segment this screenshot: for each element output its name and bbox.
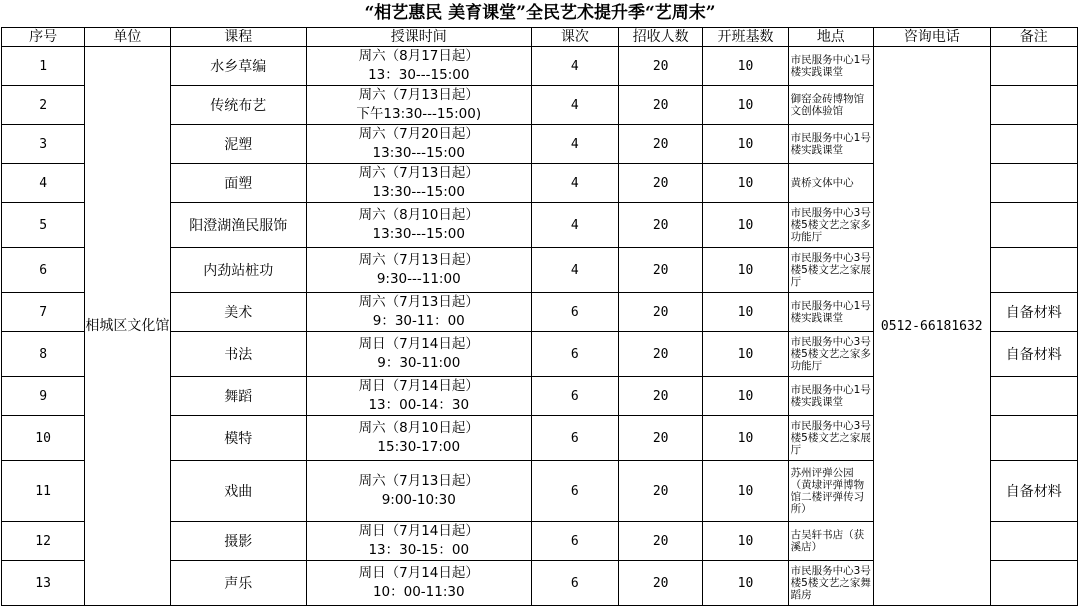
- note-cell: [990, 561, 1077, 606]
- time-cell: [306, 461, 531, 522]
- place-cell: 黄桥文体中心: [788, 164, 873, 203]
- header-cell: 咨询电话: [873, 28, 990, 47]
- time-start: 周日（7月14日起）: [358, 336, 479, 352]
- sessions-cell: 4: [531, 125, 618, 164]
- sessions-cell: 4: [531, 248, 618, 293]
- note-cell: 自备材料: [990, 332, 1077, 377]
- place-cell: 市民服务中心1号楼实践课堂: [788, 125, 873, 164]
- base-cell: 10: [703, 125, 788, 164]
- note-cell: [990, 164, 1077, 203]
- sessions-cell: 4: [531, 47, 618, 86]
- place-cell: 市民服务中心1号楼实践课堂: [788, 293, 873, 332]
- seq-cell: 2: [2, 86, 85, 125]
- enroll-cell: 20: [619, 293, 703, 332]
- course-cell: 传统布艺: [170, 86, 306, 125]
- note-cell: 自备材料: [990, 293, 1077, 332]
- page-title: “相艺惠民 美育课堂”全民艺术提升季“艺周末”: [364, 3, 716, 23]
- header-cell: 课程: [170, 28, 306, 47]
- phone-cell: 0512-66181632: [873, 47, 990, 606]
- time-range: 13：30---15:00: [368, 67, 470, 83]
- course-cell: 声乐: [170, 561, 306, 606]
- time-cell: [306, 164, 531, 203]
- enroll-cell: 20: [619, 461, 703, 522]
- seq-cell: 13: [2, 561, 85, 606]
- sessions-cell: 6: [531, 293, 618, 332]
- seq-cell: 6: [2, 248, 85, 293]
- note-cell: [990, 125, 1077, 164]
- time-range: 9：30-11：00: [372, 313, 465, 329]
- time-start: 周日（7月14日起）: [358, 523, 479, 539]
- base-cell: 10: [703, 377, 788, 416]
- time-cell: [306, 125, 531, 164]
- time-start: 周六（7月13日起）: [358, 294, 479, 310]
- base-cell: 10: [703, 47, 788, 86]
- seq-cell: 7: [2, 293, 85, 332]
- time-range: 13:30---15:00: [372, 184, 465, 200]
- place-cell: 苏州评弹公园（黄埭评弹博物馆二楼评弹传习所）: [788, 461, 873, 522]
- unit-cell: 相城区文化馆: [85, 47, 170, 606]
- sessions-cell: 4: [531, 164, 618, 203]
- course-cell: 阳澄湖渔民服饰: [170, 203, 306, 248]
- sessions-cell: 6: [531, 522, 618, 561]
- header-cell: 课次: [531, 28, 618, 47]
- time-cell: [306, 561, 531, 606]
- course-cell: 书法: [170, 332, 306, 377]
- enroll-cell: 20: [619, 561, 703, 606]
- enroll-cell: 20: [619, 377, 703, 416]
- time-range: 13：30-15：00: [368, 542, 470, 558]
- note-cell: [990, 377, 1077, 416]
- place-cell: 市民服务中心3号楼5楼文艺之家多功能厅: [788, 332, 873, 377]
- course-cell: 美术: [170, 293, 306, 332]
- seq-cell: 11: [2, 461, 85, 522]
- time-range: 13:30---15:00: [372, 226, 465, 242]
- course-cell: 摄影: [170, 522, 306, 561]
- enroll-cell: 20: [619, 203, 703, 248]
- base-cell: 10: [703, 461, 788, 522]
- header-row: [2, 28, 1078, 47]
- enroll-cell: 20: [619, 125, 703, 164]
- note-cell: [990, 522, 1077, 561]
- enroll-cell: 20: [619, 416, 703, 461]
- place-cell: 古吴轩书店（获溪店）: [788, 522, 873, 561]
- place-cell: 市民服务中心3号楼5楼文艺之家展厅: [788, 416, 873, 461]
- time-cell: [306, 248, 531, 293]
- course-cell: 水乡草编: [170, 47, 306, 86]
- time-cell: [306, 377, 531, 416]
- course-cell: 模特: [170, 416, 306, 461]
- table-body: [2, 47, 1078, 606]
- course-cell: 内劲站桩功: [170, 248, 306, 293]
- base-cell: 10: [703, 332, 788, 377]
- sessions-cell: 6: [531, 416, 618, 461]
- time-start: 周六（7月20日起）: [358, 126, 479, 142]
- time-cell: [306, 332, 531, 377]
- time-start: 周六（7月13日起）: [358, 165, 479, 181]
- time-start: 周日（7月14日起）: [358, 378, 479, 394]
- sessions-cell: 6: [531, 377, 618, 416]
- note-cell: [990, 47, 1077, 86]
- time-cell: [306, 47, 531, 86]
- time-range: 13：00-14：30: [368, 397, 470, 413]
- time-range: 13:30---15:00: [372, 145, 465, 161]
- header-cell: 序号: [2, 28, 85, 47]
- time-cell: [306, 203, 531, 248]
- base-cell: 10: [703, 522, 788, 561]
- place-cell: 市民服务中心3号楼5楼文艺之家舞蹈房: [788, 561, 873, 606]
- course-cell: 泥塑: [170, 125, 306, 164]
- table-row: [2, 47, 1078, 86]
- enroll-cell: 20: [619, 248, 703, 293]
- note-cell: [990, 203, 1077, 248]
- seq-cell: 9: [2, 377, 85, 416]
- time-range: 15:30-17:00: [377, 439, 461, 455]
- seq-cell: 4: [2, 164, 85, 203]
- place-cell: 市民服务中心3号楼5楼文艺之家展厅: [788, 248, 873, 293]
- course-table: [1, 27, 1078, 606]
- time-range: 9:00-10:30: [381, 492, 456, 508]
- time-range: 10：00-11:30: [372, 584, 465, 600]
- course-cell: 面塑: [170, 164, 306, 203]
- base-cell: 10: [703, 86, 788, 125]
- base-cell: 10: [703, 203, 788, 248]
- enroll-cell: 20: [619, 332, 703, 377]
- sessions-cell: 4: [531, 203, 618, 248]
- time-start: 周六（7月13日起）: [358, 87, 479, 103]
- seq-cell: 10: [2, 416, 85, 461]
- time-start: 周六（7月13日起）: [358, 473, 479, 489]
- base-cell: 10: [703, 293, 788, 332]
- header-cell: 备注: [990, 28, 1077, 47]
- header-cell: 单位: [85, 28, 170, 47]
- time-range: 9：30-11:00: [377, 355, 461, 371]
- place-cell: 御窑金砖博物馆文创体验馆: [788, 86, 873, 125]
- place-cell: 市民服务中心1号楼实践课堂: [788, 47, 873, 86]
- sessions-cell: 6: [531, 461, 618, 522]
- seq-cell: 1: [2, 47, 85, 86]
- time-start: 周六（8月17日起）: [358, 48, 479, 64]
- course-cell: 舞蹈: [170, 377, 306, 416]
- base-cell: 10: [703, 561, 788, 606]
- base-cell: 10: [703, 416, 788, 461]
- time-range: 下午13:30---15:00): [356, 106, 482, 122]
- time-start: 周日（7月14日起）: [358, 565, 479, 581]
- note-cell: [990, 86, 1077, 125]
- header-cell: 地点: [788, 28, 873, 47]
- time-start: 周六（8月10日起）: [358, 207, 479, 223]
- enroll-cell: 20: [619, 164, 703, 203]
- sessions-cell: 4: [531, 86, 618, 125]
- seq-cell: 5: [2, 203, 85, 248]
- place-cell: 市民服务中心3号楼5楼文艺之家多功能厅: [788, 203, 873, 248]
- enroll-cell: 20: [619, 47, 703, 86]
- header-cell: 开班基数: [703, 28, 788, 47]
- time-cell: [306, 522, 531, 561]
- time-cell: [306, 416, 531, 461]
- seq-cell: 12: [2, 522, 85, 561]
- sessions-cell: 6: [531, 332, 618, 377]
- seq-cell: 3: [2, 125, 85, 164]
- sessions-cell: 6: [531, 561, 618, 606]
- enroll-cell: 20: [619, 522, 703, 561]
- course-cell: 戏曲: [170, 461, 306, 522]
- header-cell: 招收人数: [619, 28, 703, 47]
- time-range: 9:30---11:00: [376, 271, 461, 287]
- time-cell: [306, 293, 531, 332]
- time-start: 周六（8月10日起）: [358, 420, 479, 436]
- seq-cell: 8: [2, 332, 85, 377]
- time-start: 周六（7月13日起）: [358, 252, 479, 268]
- base-cell: 10: [703, 164, 788, 203]
- base-cell: 10: [703, 248, 788, 293]
- note-cell: 自备材料: [990, 461, 1077, 522]
- note-cell: [990, 416, 1077, 461]
- enroll-cell: 20: [619, 86, 703, 125]
- note-cell: [990, 248, 1077, 293]
- header-cell: 授课时间: [306, 28, 531, 47]
- place-cell: 市民服务中心1号楼实践课堂: [788, 377, 873, 416]
- time-cell: [306, 86, 531, 125]
